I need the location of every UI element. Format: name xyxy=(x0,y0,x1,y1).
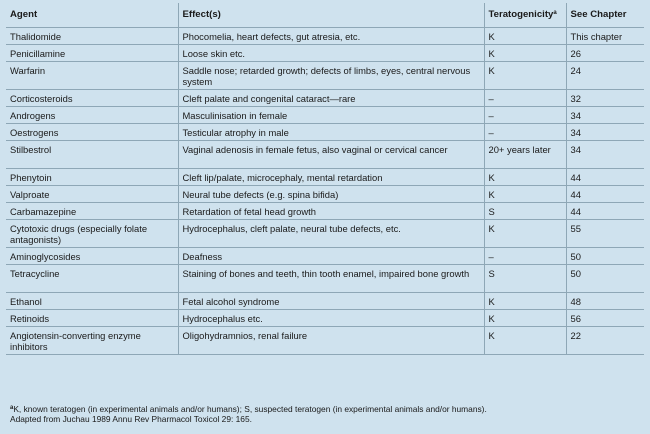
footnote-line-2: Adapted from Juchau 1989 Annu Rev Pharmacol Toxicol 29: 165. xyxy=(10,414,252,424)
cell-teratogenicity: 20+ years later xyxy=(484,141,566,169)
header-teratogenicity-label: Teratogenicity xyxy=(488,9,554,20)
header-effects: Effect(s) xyxy=(178,3,484,28)
cell-effects: Fetal alcohol syndrome xyxy=(178,293,484,310)
cell-effects: Retardation of fetal head growth xyxy=(178,203,484,220)
cell-agent: Angiotensin-converting enzyme inhibitors xyxy=(6,327,178,355)
table-row xyxy=(6,293,644,310)
table-row xyxy=(6,310,644,327)
cell-agent: Aminoglycosides xyxy=(6,248,178,265)
cell-effects: Cleft palate and congenital cataract—rare xyxy=(178,90,484,107)
cell-chapter: 32 xyxy=(566,90,644,107)
cell-agent: Corticosteroids xyxy=(6,90,178,107)
cell-agent: Tetracycline xyxy=(6,265,178,293)
cell-chapter: 44 xyxy=(566,203,644,220)
cell-teratogenicity: K xyxy=(484,327,566,355)
cell-effects: Masculinisation in female xyxy=(178,107,484,124)
cell-effects: Hydrocephalus etc. xyxy=(178,310,484,327)
cell-agent: Phenytoin xyxy=(6,169,178,186)
table-row xyxy=(6,107,644,124)
cell-agent: Oestrogens xyxy=(6,124,178,141)
cell-teratogenicity: K xyxy=(484,293,566,310)
cell-chapter: 44 xyxy=(566,169,644,186)
cell-agent: Cytotoxic drugs (especially folate antagonists) xyxy=(6,220,178,248)
table-row xyxy=(6,124,644,141)
cell-teratogenicity: S xyxy=(484,203,566,220)
cell-chapter: 50 xyxy=(566,248,644,265)
cell-chapter: 56 xyxy=(566,310,644,327)
cell-agent: Carbamazepine xyxy=(6,203,178,220)
cell-teratogenicity: K xyxy=(484,45,566,62)
cell-agent: Androgens xyxy=(6,107,178,124)
header-chapter: See Chapter xyxy=(566,3,644,28)
cell-agent: Retinoids xyxy=(6,310,178,327)
table-footnote xyxy=(10,404,640,424)
cell-chapter: 22 xyxy=(566,327,644,355)
cell-chapter: 50 xyxy=(566,265,644,293)
table-row xyxy=(6,220,644,248)
cell-chapter: 26 xyxy=(566,45,644,62)
cell-teratogenicity: K xyxy=(484,28,566,45)
cell-effects: Staining of bones and teeth, thin tooth enamel, impaired bone growth xyxy=(178,265,484,293)
table-row xyxy=(6,169,644,186)
cell-effects: Hydrocephalus, cleft palate, neural tube defects, etc. xyxy=(178,220,484,248)
cell-effects: Oligohydramnios, renal failure xyxy=(178,327,484,355)
cell-chapter: 34 xyxy=(566,141,644,169)
cell-teratogenicity: – xyxy=(484,248,566,265)
footnote-text: K, known teratogen (in experimental animals and/or humans); S, suspected teratogen (in experimental animals and/or humans). xyxy=(13,404,487,414)
cell-effects: Phocomelia, heart defects, gut atresia, etc. xyxy=(178,28,484,45)
cell-teratogenicity: K xyxy=(484,220,566,248)
header-teratogenicity xyxy=(484,3,566,28)
cell-effects: Deafness xyxy=(178,248,484,265)
cell-teratogenicity: – xyxy=(484,90,566,107)
cell-teratogenicity: – xyxy=(484,107,566,124)
table-row xyxy=(6,186,644,203)
footnote-line-1 xyxy=(10,404,640,414)
cell-teratogenicity: K xyxy=(484,186,566,203)
cell-agent: Stilbestrol xyxy=(6,141,178,169)
cell-agent: Valproate xyxy=(6,186,178,203)
header-agent: Agent xyxy=(6,3,178,28)
cell-teratogenicity: K xyxy=(484,169,566,186)
table-header-row xyxy=(6,3,644,28)
cell-chapter: 48 xyxy=(566,293,644,310)
cell-agent: Ethanol xyxy=(6,293,178,310)
cell-teratogenicity: S xyxy=(484,265,566,293)
cell-effects: Loose skin etc. xyxy=(178,45,484,62)
cell-chapter: 24 xyxy=(566,62,644,90)
cell-teratogenicity: – xyxy=(484,124,566,141)
cell-chapter: 34 xyxy=(566,124,644,141)
table-row xyxy=(6,45,644,62)
cell-effects: Saddle nose; retarded growth; defects of limbs, eyes, central nervous system xyxy=(178,62,484,90)
table-row xyxy=(6,203,644,220)
table-row xyxy=(6,90,644,107)
table-row xyxy=(6,28,644,45)
cell-chapter: 44 xyxy=(566,186,644,203)
cell-agent: Thalidomide xyxy=(6,28,178,45)
cell-effects: Testicular atrophy in male xyxy=(178,124,484,141)
cell-chapter: 34 xyxy=(566,107,644,124)
table-row xyxy=(6,265,644,293)
footnote-marker: a xyxy=(553,10,557,16)
cell-agent: Warfarin xyxy=(6,62,178,90)
cell-agent: Penicillamine xyxy=(6,45,178,62)
table-row xyxy=(6,327,644,355)
table-row xyxy=(6,248,644,265)
cell-teratogenicity: K xyxy=(484,310,566,327)
cell-effects: Cleft lip/palate, microcephaly, mental retardation xyxy=(178,169,484,186)
cell-effects: Neural tube defects (e.g. spina bifida) xyxy=(178,186,484,203)
table-row xyxy=(6,62,644,90)
cell-chapter: This chapter xyxy=(566,28,644,45)
cell-teratogenicity: K xyxy=(484,62,566,90)
footnote-mark: a xyxy=(10,405,14,411)
teratogen-table xyxy=(6,3,644,355)
cell-effects: Vaginal adenosis in female fetus, also vaginal or cervical cancer xyxy=(178,141,484,169)
table-row xyxy=(6,141,644,169)
cell-chapter: 55 xyxy=(566,220,644,248)
